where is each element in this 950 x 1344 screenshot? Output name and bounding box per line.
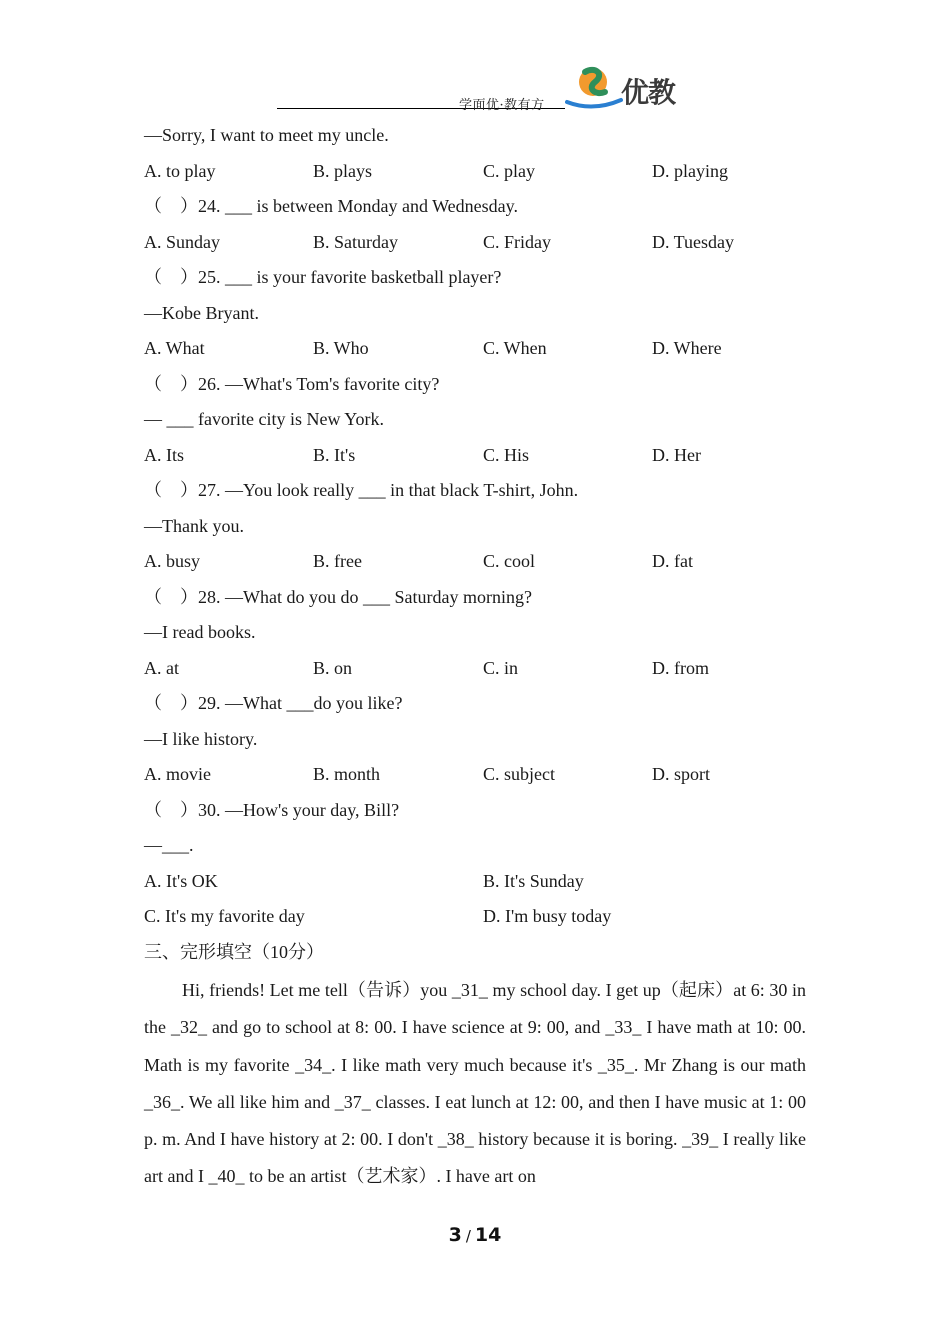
options-q30-row2 [144,899,806,935]
page-number [0,1224,950,1246]
option-d: D. Tuesday [652,231,735,252]
logo-text: 优教 [621,76,676,109]
question-30: （ ）30. —How's your day, Bill? [144,799,400,820]
option-a: A. to play [144,160,216,181]
question-26: （ ）26. —What's Tom's favorite city? [144,373,440,394]
option-b: B. It's [313,444,356,465]
question-25: （ ）25. ___ is your favorite basketball player? [144,267,502,287]
dialogue-line: — ___ favorite city is New York. [144,409,384,429]
option-a: A. Sunday [144,231,220,252]
dialogue-line: —I read books. [144,622,256,642]
option-d: D. playing [652,160,728,181]
options-q28 [144,651,806,687]
question-27: （ ）27. —You look really ___ in that black T-shirt, John. [144,480,579,500]
section-heading: 三、完形填空（10分） [144,941,324,962]
options-q29 [144,757,806,793]
option-b: B. plays [313,160,373,181]
options-q23 [144,154,806,190]
option-a: A. What [144,338,205,358]
option-c: C. play [483,160,535,181]
options-q25 [144,331,806,367]
option-b: B. Saturday [313,231,398,252]
option-c: C. Friday [483,231,552,252]
option-b: B. on [313,657,353,678]
dialogue-line: —Sorry, I want to meet my uncle. [144,125,389,145]
question-28: （ ）28. —What do you do ___ Saturday morning? [144,586,532,607]
options-q24 [144,225,806,261]
cloze-passage: Hi, friends! Let me tell（告诉）you _31_ my school day. I get up（起床）at 6: 30 in the _32_ and go to school at 8: 00. I have science at 9: 00, and _33_ I have math at 10: 00. Math is my favorite _34_. I like math very much because it's _35_. Mr Zhang is our math _36_. We all like him and _37_ classes. I eat lunch at 12: 00, and then I have music at 1: 00 p. m. And I have history at 2: 00. I don't _38_ history because it is boring. _39_ I really like art and I _40_ to be an artist（艺术家）. I have art on [144,980,806,1187]
current-page: 3 [448,1224,462,1246]
option-c: C. His [483,444,530,465]
option-d: D. sport [652,764,710,784]
dialogue-line: —Thank you. [144,515,244,536]
option-b: B. month [313,764,381,784]
option-b: B. free [313,551,362,571]
question-24: （ ）24. ___ is between Monday and Wednesday. [144,196,518,216]
options-q30-row1 [144,864,806,900]
option-a: A. at [144,657,179,678]
header-motto: 学面优·教有方 [459,98,545,113]
option-a: A. Its [144,444,184,465]
option-a: A. busy [144,551,201,571]
option-c: C. When [483,338,547,358]
brand-logo [565,62,685,112]
dialogue-line: —I like history. [144,728,258,749]
option-d: D. fat [652,551,693,571]
option-c: C. in [483,657,519,678]
page-header [277,62,697,112]
option-b: B. It's Sunday [483,870,584,891]
option-d: D. Where [652,338,722,358]
dialogue-line: —___. [144,835,194,855]
option-c: C. It's my favorite day [144,906,305,926]
page-separator: / [465,1227,471,1245]
option-d: D. Her [652,444,701,465]
dialogue-line: —Kobe Bryant. [144,302,259,323]
logo-swirl-icon [565,62,625,112]
option-d: D. from [652,657,709,678]
page-content [144,118,806,1196]
option-c: C. subject [483,764,555,784]
options-q26 [144,438,806,474]
option-d: D. I'm busy today [483,906,612,926]
option-b: B. Who [313,338,369,358]
total-pages: 14 [474,1224,502,1246]
option-c: C. cool [483,551,535,571]
option-a: A. movie [144,764,211,784]
question-29: （ ）29. —What ___do you like? [144,693,403,713]
option-a: A. It's OK [144,870,218,891]
options-q27 [144,544,806,580]
